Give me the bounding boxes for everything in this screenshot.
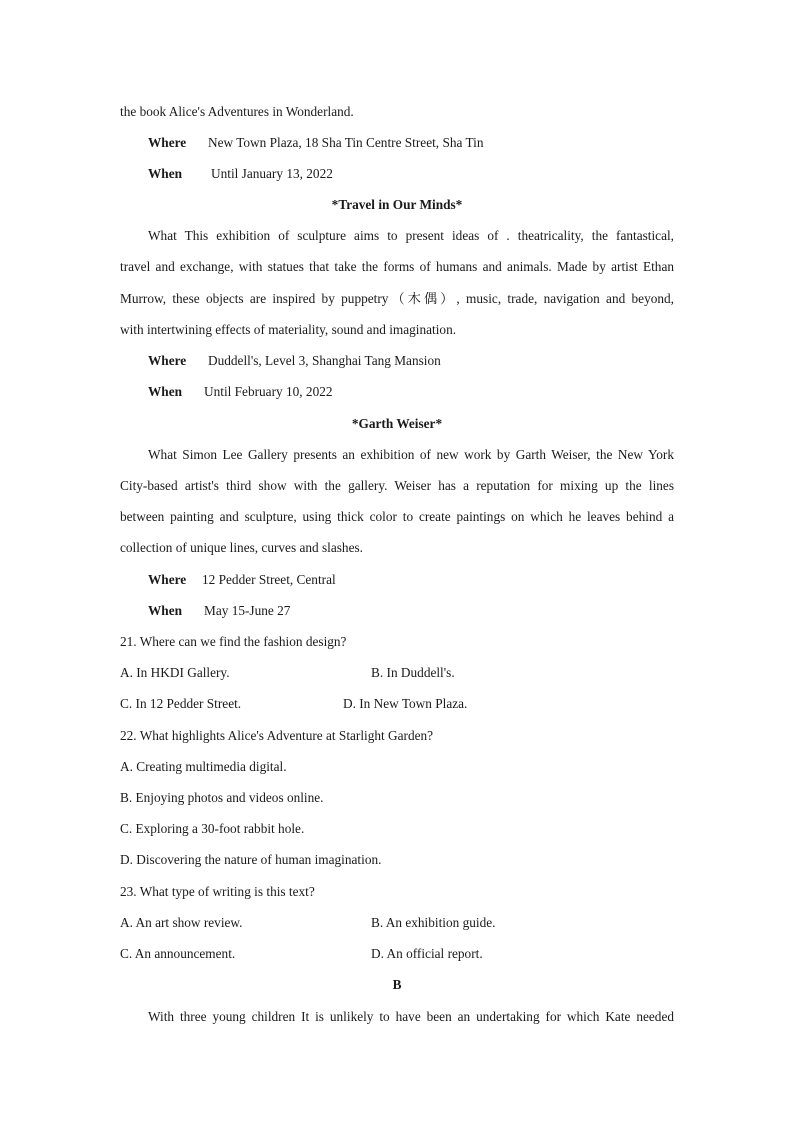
where-label: Where [148,353,187,368]
option-d: D. An official report. [371,946,483,961]
option-a: A. An art show review. [120,915,243,930]
section2-para-line: with intertwining effects of materiality, sound and imagination. [120,322,457,337]
section2-where-row [148,351,674,371]
section3-where-row [148,570,674,590]
option-d: D. Discovering the nature of human imagination. [120,852,382,867]
option-a: A. In HKDI Gallery. [120,665,230,680]
section2-para-line: travel and exchange, with statues that take the forms of humans and animals. Made by artist Ethan [120,259,674,274]
event1-when: Until January 13, 2022 [211,166,333,181]
where-label: Where [148,572,187,587]
option-c: C. Exploring a 30-foot rabbit hole. [120,821,305,836]
event1-where-row [148,133,674,153]
section3-para-line: What Simon Lee Gallery presents an exhibition of new work by Garth Weiser, the New York [148,447,674,462]
section3-where: 12 Pedder Street, Central [202,572,336,587]
section2-when-row [148,382,674,402]
intro-text: the book Alice's Adventures in Wonderland. [120,104,354,119]
option-b: B. In Duddell's. [371,665,455,680]
question-option-row [120,944,674,964]
section2-where: Duddell's, Level 3, Shanghai Tang Mansion [208,353,441,368]
section3-when: May 15-June 27 [204,603,291,618]
section2-para-line: What This exhibition of sculpture aims to present ideas of . theatricality, the fantastical, [148,228,674,243]
section3-when-row [148,601,674,621]
when-label: When [148,384,182,399]
section2-when: Until February 10, 2022 [204,384,333,399]
question-stem: 21. Where can we find the fashion design? [120,634,347,649]
option-a: A. Creating multimedia digital. [120,759,287,774]
when-label: When [148,166,182,181]
option-d: D. In New Town Plaza. [343,696,468,711]
option-b: B. Enjoying photos and videos online. [120,790,324,805]
section3-para-line: City-based artist's third show with the gallery. Weiser has a reputation for mixing up the lines [120,478,674,493]
section-title-travel: *Travel in Our Minds* [331,197,463,212]
option-c: C. In 12 Pedder Street. [120,696,242,711]
option-c: C. An announcement. [120,946,236,961]
question-option-row [120,694,674,714]
part-b-heading: B [392,977,402,992]
where-label: Where [148,135,187,150]
when-label: When [148,603,182,618]
option-b: B. An exhibition guide. [371,915,496,930]
section3-para-line: between painting and sculpture, using thick color to create paintings on which he leaves behind a [120,509,674,524]
event1-when-row [148,164,674,184]
section2-para-line: Murrow, these objects are inspired by puppetry（木偶）, music, trade, navigation and beyond, [120,291,674,306]
event1-where: New Town Plaza, 18 Sha Tin Centre Street, Sha Tin [208,135,484,150]
question-stem: 23. What type of writing is this text? [120,884,315,899]
question-option-row [120,913,674,933]
section-title-garth: *Garth Weiser* [351,416,443,431]
part-b-first-line: With three young children It is unlikely to have been an undertaking for which Kate needed [148,1009,674,1024]
section3-para-line: collection of unique lines, curves and slashes. [120,540,363,555]
question-option-row [120,663,674,683]
question-stem: 22. What highlights Alice's Adventure at Starlight Garden? [120,728,434,743]
